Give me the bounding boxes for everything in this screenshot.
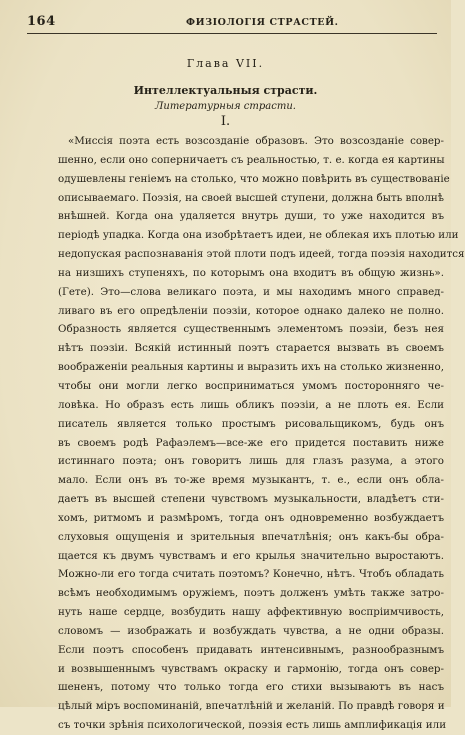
- text-line: внѣшней. Когда она удаляется внутрь души, то уже находится въ: [58, 210, 444, 223]
- text-line: «Миссія поэта есть возсозданіе образовъ. Это возсозданіе совер-: [68, 135, 444, 147]
- text-line: воображеніи реальныя картины и выразить ихъ на столько жизненно,: [58, 361, 444, 374]
- text-line: ловѣка. Но образъ есть лишь обликъ поэзіи, а не плоть ея. Если: [58, 398, 444, 411]
- text-line: щается къ двумъ чувствамъ и его крылья значительно выростаютъ.: [58, 549, 444, 562]
- text-line: словомъ — изображать и возбуждать чувства, а не одни образы.: [58, 624, 444, 637]
- text-line: хомъ, ритмомъ и размѣромъ, тогда онъ одновременно возбуждаетъ: [58, 511, 444, 524]
- body-text: [58, 132, 465, 735]
- text-line: шененъ, потому что только тогда его стихи вызываютъ въ насъ: [58, 681, 444, 694]
- text-line: всѣмъ необходимымъ оружіемъ, поэтъ долженъ умѣть также затро-: [58, 587, 444, 600]
- text-line: періодѣ упадка. Когда она изобрѣтаетъ идеи, не облекая ихъ плотью или: [58, 229, 459, 242]
- part-number: I.: [220, 114, 231, 129]
- text-line: истиннаго поэта; онъ говоритъ лишь для глазъ разума, а этого: [58, 455, 444, 468]
- text-line: (Гете). Это—слова великаго поэта, и мы находимъ много справед-: [58, 285, 444, 298]
- text-line: Образность является существеннымъ элементомъ поэзіи, безъ нея: [58, 323, 444, 336]
- text-line: въ своемъ родѣ Рафаэлемъ—все-же его придется поставить ниже: [58, 436, 444, 449]
- text-line: нѣтъ поэзіи. Всякій истинный поэтъ старается вызвать въ своемъ: [58, 342, 444, 355]
- text-line: слуховыя ощущенія и зрительныя впечатлѣнія; онъ какъ-бы обра-: [58, 530, 444, 543]
- subsection-title: Литературныя страсти.: [155, 101, 296, 112]
- running-title: ФИЗІОЛОГІЯ СТРАСТЕЙ.: [186, 17, 339, 28]
- text-line: съ точки зрѣнія психологической, поэзія есть лишь амплификація или: [58, 719, 447, 732]
- text-line: писатель является только простымъ рисовальщикомъ, будь онъ: [58, 417, 444, 430]
- text-line: недопуская распознаванія этой плоти подъ идеей, тогда поэзія находится: [58, 248, 465, 261]
- text-line: ливаго въ его опредѣленіи поэзіи, которое однако далеко не полно.: [58, 304, 444, 317]
- text-line: цѣлый міръ воспоминаній, впечатлѣній и желаній. По правдѣ говоря и: [58, 700, 445, 713]
- text-line: мало. Если онъ въ то-же время музыкантъ, т. е., если онъ обла-: [58, 474, 444, 487]
- text-line: и возвышеннымъ чувствамъ окраску и гармонію, тогда онъ совер-: [58, 662, 444, 675]
- page-number: 164: [27, 14, 56, 29]
- header-rule: [27, 33, 437, 34]
- text-line: нуть наше сердце, возбудить нашу аффективную воспріимчивость,: [58, 606, 444, 619]
- section-title: Интеллектуальныя страсти.: [133, 84, 318, 97]
- chapter-heading: Глава VII.: [186, 57, 265, 70]
- text-line: Если поэтъ способенъ придавать интенсивнымъ, разнообразнымъ: [58, 643, 444, 656]
- text-line: на низшихъ ступеняхъ, по которымъ она входитъ въ общую жизнь».: [58, 266, 444, 279]
- text-line: одушевлены геніемъ на столько, что можно повѣрить въ существованіе: [58, 172, 450, 185]
- text-line: шенно, если оно соперничаетъ съ реальностью, т. е. когда ея картины: [58, 153, 445, 166]
- text-line: чтобы они могли легко восприниматься умомъ посторонняго че-: [58, 379, 444, 392]
- running-head: [0, 0, 451, 34]
- text-line: Можно-ли его тогда считать поэтомъ? Конечно, нѣтъ. Чтобъ обладать: [58, 568, 444, 581]
- text-line: даетъ въ высшей степени чувствомъ музыкальности, владѣетъ сти-: [58, 493, 444, 506]
- text-line: описываемаго. Поэзія, на своей высшей ступени, должна быть вполнѣ: [58, 191, 444, 204]
